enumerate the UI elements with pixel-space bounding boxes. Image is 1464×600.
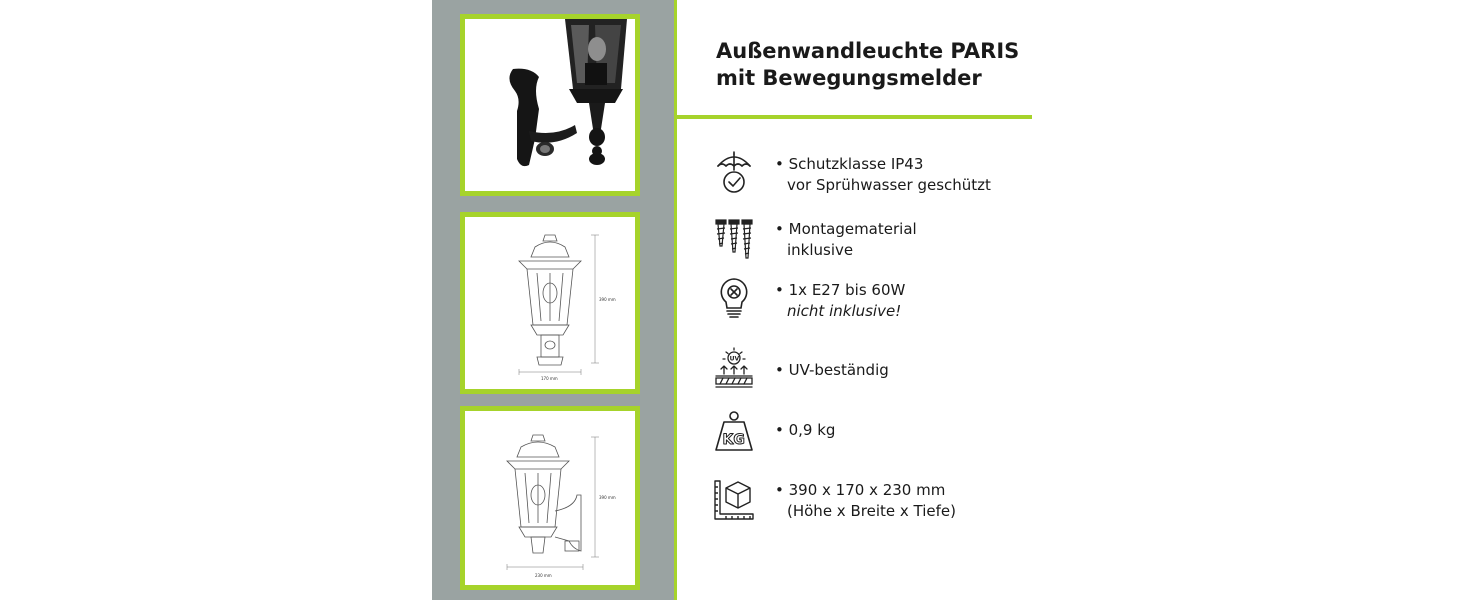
feature-protection-line1: • Schutzklasse IP43 <box>775 154 991 175</box>
feature-weight <box>775 420 835 441</box>
feature-uv <box>775 360 889 381</box>
umbrella-check-icon <box>712 150 756 194</box>
svg-text:KG: KG <box>722 432 745 448</box>
feature-bulb-line1: • 1x E27 bis 60W <box>775 280 905 301</box>
feature-dimensions <box>775 480 956 522</box>
accent-horizontal-line <box>676 115 1032 119</box>
lantern-photo-image <box>465 19 635 191</box>
feature-mounting <box>775 219 917 261</box>
feature-protection-line2: vor Sprühwasser geschützt <box>787 176 991 194</box>
front-dimension-drawing <box>460 212 640 394</box>
side-depth-label: 230 mm <box>535 573 552 578</box>
box-dimensions-icon <box>712 478 756 522</box>
feature-mounting-line1: • Montagematerial <box>775 219 917 240</box>
feature-protection <box>775 154 991 196</box>
front-height-label: 390 mm <box>599 297 616 302</box>
feature-weight-line1: • 0,9 kg <box>775 420 835 441</box>
product-photo <box>460 14 640 196</box>
uv-resistant-icon <box>712 346 756 390</box>
bulb-cross-icon <box>712 276 756 320</box>
feature-dimensions-line2: (Höhe x Breite x Tiefe) <box>787 502 956 520</box>
side-dimension-drawing <box>460 406 640 590</box>
title-line-1: Außenwandleuchte PARIS <box>716 39 1020 63</box>
feature-bulb <box>775 280 905 322</box>
lantern-side-drawing <box>465 411 635 585</box>
lantern-front-drawing <box>465 217 635 389</box>
front-width-label: 170 mm <box>541 376 558 381</box>
feature-dimensions-line1: • 390 x 170 x 230 mm <box>775 480 956 501</box>
feature-mounting-line2: inklusive <box>787 241 854 259</box>
product-title <box>716 38 1019 92</box>
svg-text:UV: UV <box>729 355 740 363</box>
side-height-label: 390 mm <box>599 495 616 500</box>
accent-vertical-line <box>674 0 677 600</box>
feature-bulb-line2: nicht inklusive! <box>787 302 902 320</box>
title-line-2: mit Bewegungsmelder <box>716 66 982 90</box>
weight-kg-icon <box>712 408 756 452</box>
feature-uv-line1: • UV-beständig <box>775 360 889 381</box>
screws-icon <box>712 216 756 260</box>
